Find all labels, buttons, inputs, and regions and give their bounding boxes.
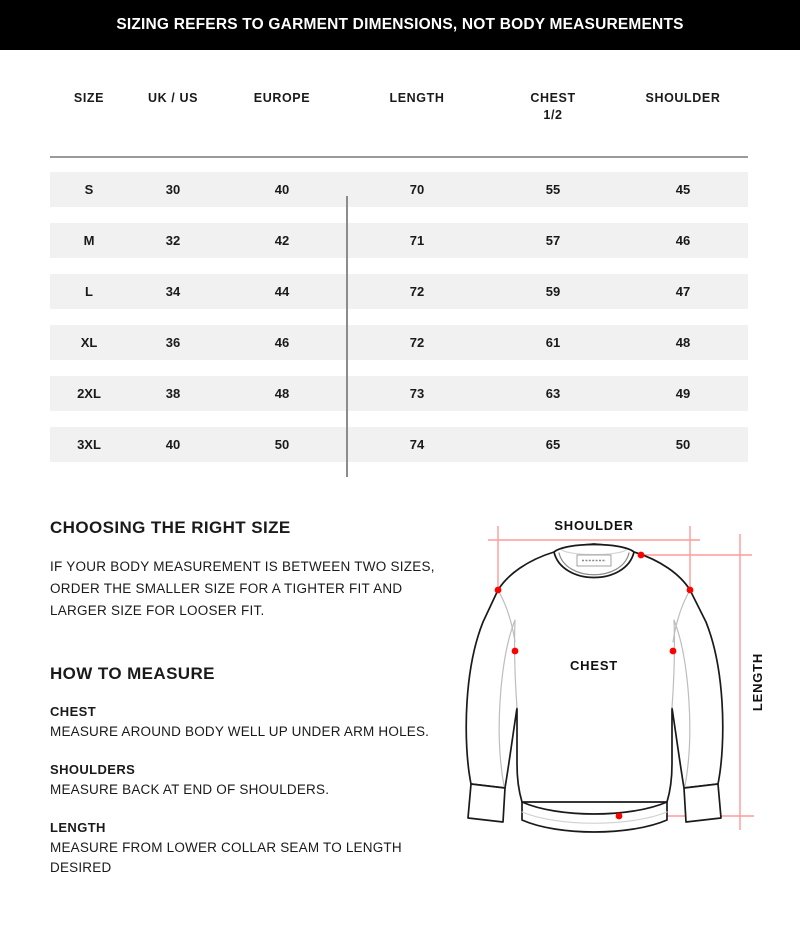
table-row-spacer-cell: [50, 207, 748, 223]
column-header-length: [346, 90, 488, 172]
measure-item-length-label: LENGTH: [50, 820, 106, 836]
size-chart-table-body: [50, 172, 748, 462]
cell-shoulder: 46: [675, 232, 691, 248]
column-header-size-line1: SIZE: [73, 91, 105, 105]
table-header-rule: [50, 156, 748, 158]
marker-shoulder-left: [495, 587, 502, 594]
sweatshirt-outline: [466, 544, 723, 832]
column-header-chest-line2: 1/2: [543, 107, 563, 122]
sweatshirt-left-cuff: [468, 784, 505, 822]
cell-chest: 65: [545, 436, 561, 452]
cell-size: 2XL: [77, 385, 101, 401]
table-row: [50, 325, 748, 360]
cell-chest: 61: [545, 334, 561, 350]
column-header-length-line1: LENGTH: [389, 91, 445, 105]
marker-hem-bottom: [616, 813, 623, 820]
cell-size: XL: [80, 334, 98, 350]
measure-item-chest: [50, 704, 460, 742]
cell-chest: 59: [545, 283, 561, 299]
cell-europe: 46: [274, 334, 290, 350]
cell-europe: 48: [274, 385, 290, 401]
column-header-size: [50, 90, 128, 172]
table-row-spacer: [50, 309, 748, 325]
sizing-information-column: [50, 518, 460, 879]
table-row: [50, 223, 748, 258]
garment-measurement-diagram: [462, 512, 800, 892]
sweatshirt-hem-band: [522, 802, 667, 832]
diagram-label-chest: CHEST: [569, 658, 619, 673]
table-row-spacer-cell: [50, 411, 748, 427]
column-header-chest-line1: CHEST: [530, 91, 576, 105]
size-chart-table: [50, 90, 748, 462]
table-row-spacer: [50, 258, 748, 274]
cell-length: 72: [409, 334, 425, 350]
measure-item-shoulders-label: SHOULDERS: [50, 761, 136, 777]
cell-europe: 40: [274, 181, 290, 197]
sweatshirt-body-path: [466, 544, 723, 802]
measure-item-length-text: MEASURE FROM LOWER COLLAR SEAM TO LENGTH DESIRED: [50, 840, 402, 876]
cell-size: L: [85, 283, 93, 299]
cell-chest: 57: [545, 232, 561, 248]
cell-length: 73: [409, 385, 425, 401]
cell-length: 70: [409, 181, 425, 197]
cell-size: M: [83, 232, 95, 248]
table-row-spacer-cell: [50, 360, 748, 376]
cell-length: 74: [409, 436, 425, 452]
size-chart-table-wrapper: [50, 90, 748, 462]
cell-chest: 55: [545, 181, 561, 197]
cell-europe: 50: [274, 436, 290, 452]
cell-shoulder: 49: [675, 385, 691, 401]
marker-chest-right: [670, 648, 677, 655]
measure-item-length: [50, 820, 460, 879]
diagram-label-length: LENGTH: [750, 652, 765, 712]
column-header-uk-us-line1: UK / US: [147, 91, 199, 105]
table-row: [50, 427, 748, 462]
neck-label-tag: [577, 555, 611, 566]
measure-item-chest-label: CHEST: [50, 703, 97, 719]
cell-chest: 63: [545, 385, 561, 401]
marker-shoulder-right: [687, 587, 694, 594]
cell-uk-us: 32: [165, 232, 181, 248]
choosing-right-size-title: CHOOSING THE RIGHT SIZE: [50, 518, 291, 537]
cell-shoulder: 47: [675, 283, 691, 299]
table-row: [50, 376, 748, 411]
table-row-spacer: [50, 411, 748, 427]
measure-item-chest-text: MEASURE AROUND BODY WELL UP UNDER ARM HOLES.: [50, 723, 430, 739]
marker-neck-shoulder-point: [638, 552, 645, 559]
cell-uk-us: 38: [165, 385, 181, 401]
cell-europe: 42: [274, 232, 290, 248]
cell-shoulder: 50: [675, 436, 691, 452]
table-row-spacer: [50, 207, 748, 223]
cell-size: 3XL: [77, 436, 101, 452]
cell-shoulder: 45: [675, 181, 691, 197]
measure-item-shoulders: [50, 762, 460, 800]
how-to-measure-title: HOW TO MEASURE: [50, 663, 215, 683]
cell-length: 71: [409, 232, 425, 248]
sizing-notice-banner: [0, 0, 800, 50]
cell-uk-us: 30: [165, 181, 181, 197]
choosing-right-size-body: IF YOUR BODY MEASUREMENT IS BETWEEN TWO SIZES, ORDER THE SMALLER SIZE FOR A TIGHTER FIT AND LARGER SIZE FOR LOOSER FIT.: [50, 559, 435, 618]
cell-uk-us: 40: [165, 436, 181, 452]
cell-shoulder: 48: [675, 334, 691, 350]
table-row-spacer-cell: [50, 309, 748, 325]
column-header-uk-us: [128, 90, 218, 172]
table-row: [50, 274, 748, 309]
column-header-shoulder: [618, 90, 748, 172]
diagram-label-shoulder: SHOULDER: [554, 518, 634, 533]
marker-chest-left: [512, 648, 519, 655]
cell-uk-us: 36: [165, 334, 181, 350]
table-row: [50, 172, 748, 207]
cell-europe: 44: [274, 283, 290, 299]
column-header-chest: [488, 90, 618, 172]
sweatshirt-right-cuff: [684, 784, 721, 822]
table-row-spacer: [50, 360, 748, 376]
column-header-shoulder-line1: SHOULDER: [645, 91, 721, 105]
table-column-divider: [346, 196, 348, 477]
table-header-row: [50, 90, 748, 172]
sizing-notice-text: SIZING REFERS TO GARMENT DIMENSIONS, NOT BODY MEASUREMENTS: [116, 16, 684, 33]
measure-item-shoulders-text: MEASURE BACK AT END OF SHOULDERS.: [50, 781, 330, 797]
column-header-europe: [218, 90, 346, 172]
cell-uk-us: 34: [165, 283, 181, 299]
table-row-spacer-cell: [50, 258, 748, 274]
cell-length: 72: [409, 283, 425, 299]
column-header-europe-line1: EUROPE: [253, 91, 311, 105]
cell-size: S: [84, 181, 94, 197]
